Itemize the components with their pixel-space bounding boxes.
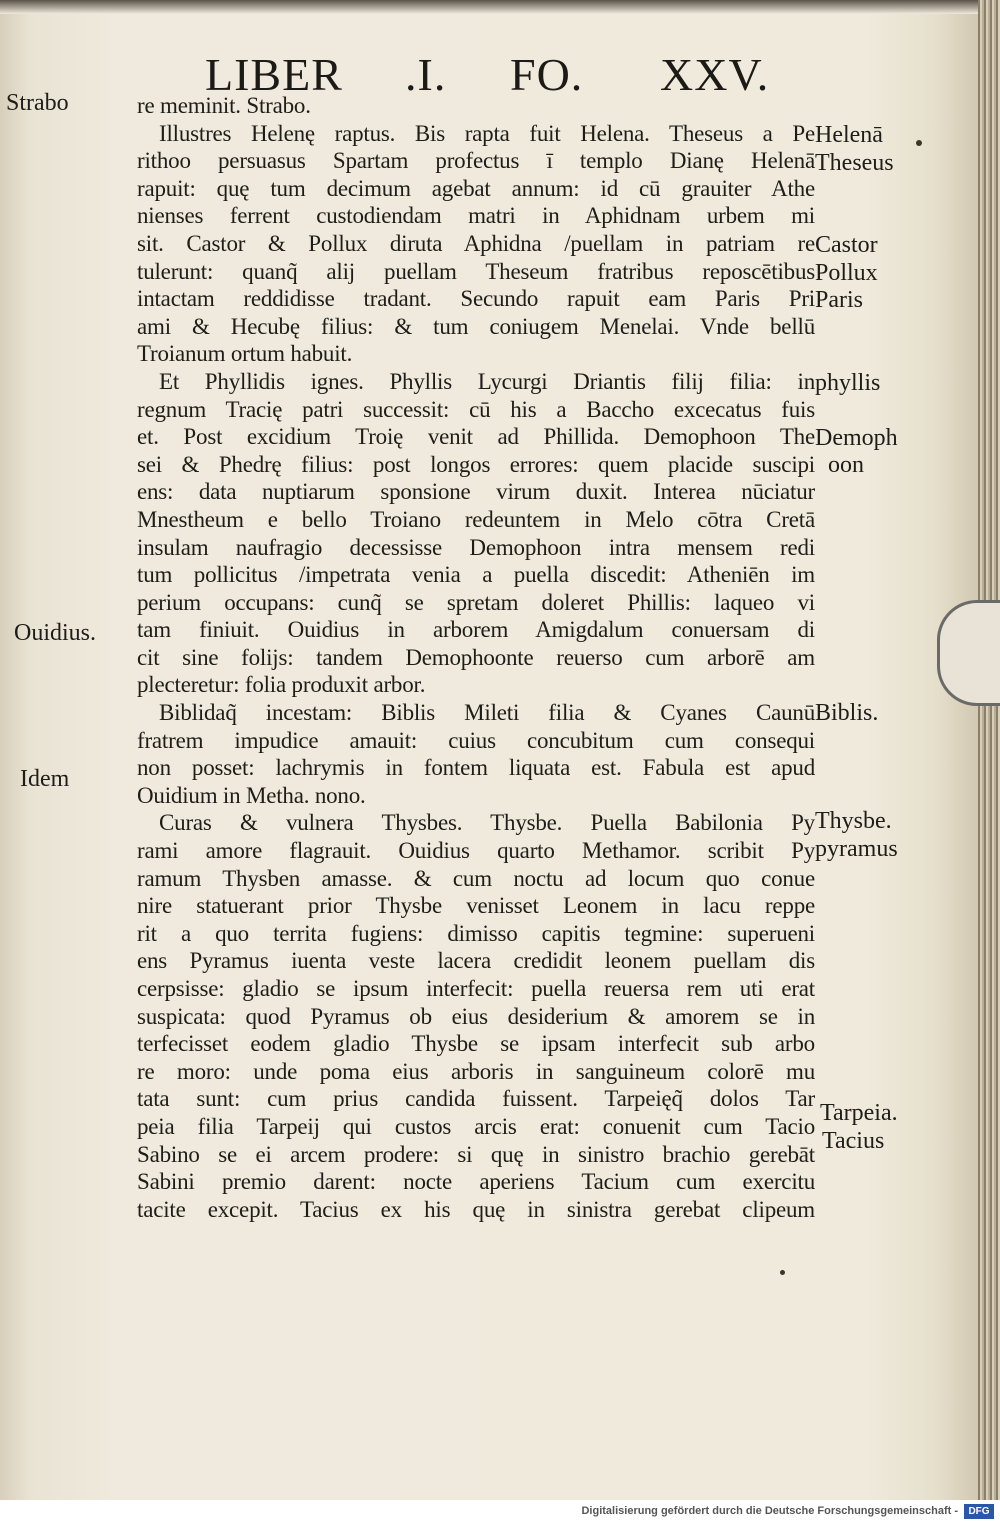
dfg-logo: DFG [964,1504,994,1519]
text-line: rithoo persuasus Spartam profectus ī templo Dianę Helenā [137,148,815,174]
margin-note-pyramus: pyramus [815,836,898,862]
margin-note-ouidius: Ouidius. [14,620,97,646]
text-line: Biblidaq̃ incestam: Biblis Mileti filia & Cyanes Caunū [159,700,815,726]
margin-note-castor: Castor [815,232,878,258]
text-line: Sabini premio darent: nocte aperiens Tacium cum exercitu [137,1169,815,1195]
margin-note-strabo: Strabo [6,90,69,116]
ink-speck [916,140,922,146]
text-line: ramum Thysben amasse. & cum noctu ad locum quo conue [137,865,815,891]
top-shadow [0,0,985,14]
text-line: ens: data nuptiarum sponsione virum duxit. Interea nūciatur [137,479,815,505]
header-fo: FO. [510,49,584,100]
text-line: plecteretur: folia produxit arbor. [137,672,426,698]
page-edge [978,0,1000,1500]
margin-note-oon: oon [828,452,864,478]
margin-note-tacius: Tacius [822,1128,885,1154]
book-clasp [937,600,1000,706]
margin-note-tarpeia: Tarpeia. [820,1100,898,1126]
margin-note-paris: Paris [815,287,863,313]
text-line: sit. Castor & Pollux diruta Aphidna /puellam in patriam re [137,230,815,256]
running-header [205,48,785,98]
ink-speck [780,1270,785,1275]
footer-bar [0,1500,1000,1524]
text-line: Troianum ortum habuit. [137,341,353,367]
text-line: nire statuerant prior Thysbe venisset Leonem in lacu reppe [137,893,815,919]
text-line: non posset: lachrymis in fontem liquata est. Fabula est apud [137,755,815,781]
header-book-number: .I. [405,49,447,100]
main-text-column [137,92,815,1223]
text-line: insulam naufragio decessisse Demophoon intra mensem redi [137,534,815,560]
margin-note-idem: Idem [20,766,70,792]
text-line: re moro: unde poma eius arboris in sanguineum colorē mu [137,1058,815,1084]
text-line: tacite excepit. Tacius ex his quę in sinistra gerebat clipeum [137,1196,815,1222]
text-line: Mnestheum e bello Troiano redeuntem in Melo cōtra Cretā [137,506,815,532]
text-line: perium occupans: cunq̃ se spretam doleret Phillis: laqueo vi [137,589,815,615]
text-line: tata sunt: cum prius candida fuissent. Tarpeięq̃ dolos Tar [137,1086,815,1112]
margin-note-theseus: Theseus [815,150,894,176]
text-line: Curas & vulnera Thysbes. Thysbe. Puella Babilonia Py [159,810,815,836]
text-line: intactam reddidisse tradant. Secundo rapuit eam Paris Pri [137,286,815,312]
header-liber: LIBER [205,49,343,100]
text-line: cerpsisse: gladio se ipsum interfecit: puella reuersa rem uti erat [137,976,815,1001]
text-line: sei & Phedrę filius: post longos errores: quem placide suscipi [137,451,815,477]
text-line: ami & Hecubę filius: & tum coniugem Menelai. Vnde bellū [137,313,815,339]
header-folio-number: XXV. [660,49,770,100]
margin-note-demoph: Demoph [815,425,898,451]
text-line: tam finiuit. Ouidius in arborem Amigdalum conuersam di [137,617,815,643]
margin-note-biblis: Biblis. [815,700,879,726]
text-line: ens Pyramus iuenta veste lacera credidit leonem puellam dis [137,948,815,974]
text-line: suspicata: quod Pyramus ob eius desiderium & amorem se in [137,1003,815,1029]
text-line: re meminit. Strabo. [137,93,311,118]
margin-note-phyllis: phyllis [815,370,881,396]
text-line: rit a quo territa fugiens: dimisso capitis tegmine: superueni [137,920,815,946]
text-line: rapuit: quę tum decimum agebat annum: id cū grauiter Athe [137,175,815,201]
text-line: tum pollicitus /impetrata venia a puella discedit: Atheniēn im [137,562,815,588]
funding-credit: Digitalisierung gefördert durch die Deutsche Forschungsgemeinschaft - [581,1505,958,1517]
margin-note-pollux: Pollux [815,260,878,286]
text-line: Et Phyllidis ignes. Phyllis Lycurgi Driantis filij filia: in [159,368,815,394]
text-line: Sabino se ei arcem prodere: si quę in sinistro brachio gerebāt [137,1141,815,1167]
text-line: Ouidium in Metha. nono. [137,782,366,808]
text-line: nienses ferrent custodiendam matri in Aphidnam urbem mi [137,203,815,229]
text-line: et. Post excidium Troię venit ad Phillida. Demophoon The [137,424,815,450]
text-line: cit sine folijs: tandem Demophoonte reuerso cum arborē am [137,644,815,670]
text-line: rami amore flagrauit. Ouidius quarto Methamor. scribit Py [137,838,815,864]
margin-note-thysbe: Thysbe. [815,808,892,834]
margin-note-helena: Helenā [815,122,883,148]
text-line: fratrem impudice amauit: cuius concubitum cum consequi [137,727,815,753]
text-line: Illustres Helenę raptus. Bis rapta fuit Helena. Theseus a Pe [159,120,815,146]
text-line: tulerunt: quanq̃ alij puellam Theseum fratribus reposcētibus [137,258,815,284]
text-line: terfecisset eodem gladio Thysbe se ipsam interfecit sub arbo [137,1031,815,1057]
text-line: peia filia Tarpeij qui custos arcis erat: conuenit cum Tacio [137,1113,815,1139]
text-line: regnum Tracię patri successit: cū his a Baccho excecatus fuis [137,396,815,422]
